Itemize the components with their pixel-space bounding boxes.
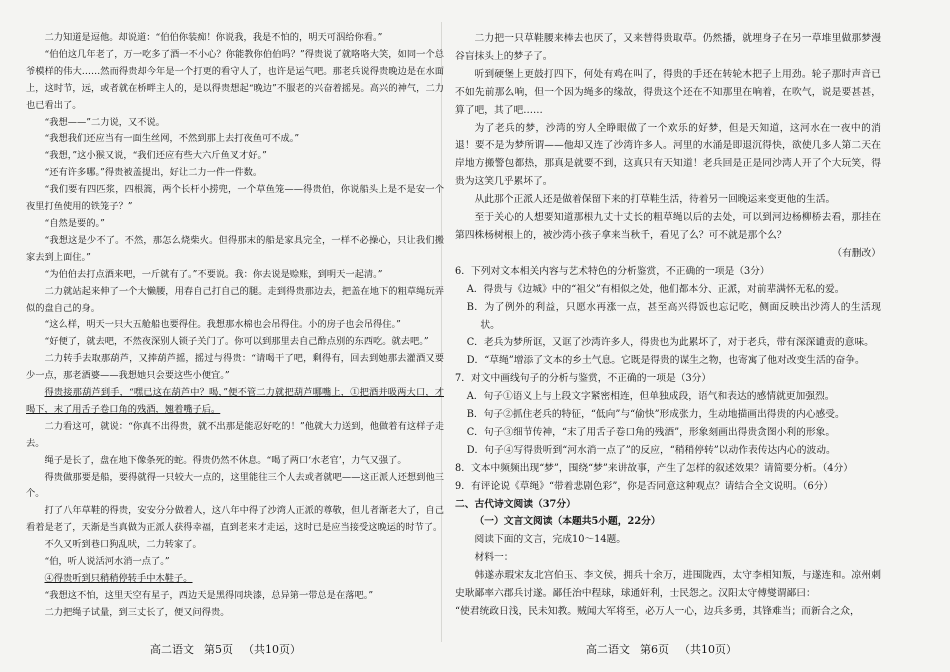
footer-subject: 高二语文 <box>150 643 194 656</box>
story-paragraph: “为伯伯去打点酒来吧，一斤就有了。”不要说。我：你去说是赊账，到明天一起清。” <box>44 268 383 280</box>
footer-page: 第5页 <box>204 643 233 656</box>
reading-instruction: 阅读下面的文言，完成10～14题。 <box>474 534 627 546</box>
underlined-sentence-1: 得贵接那葫芦到手，“嘿已这在葫芦中？喝，”便不管二力就把葫芦哪嘴上，①把酒并吸两大口，才喝下，末了用舌子卷口角的残酒，翘着嘴子后。 <box>26 387 444 415</box>
story-paragraph: 二力转手去取那葫芦，又捧葫芦摇，摇过与得贵：“请喝干了吧，剩得有，回去到她那去灌酒又要少一点，那老酒婆——我想她只会要这些小便宜。” <box>26 353 444 382</box>
story-paragraph: “伯伯这几年老了，万一吃多了酒一不小心？你能教你伯伯吗？”得贵说了就咯咯大笑，如同一个总爷模样的伟大……然而得贵却今年是一个打更的看守人了，也许是运气吧。那老兵说得贵晚边是在水面上，这时节，远，或者就在桥畔主人的，是以得贵想起“晚边”不服老的兴奋着摇晃。高兴的神气，二力也已看出了。 <box>26 48 444 111</box>
story-paragraph: 二力就站起来伸了一个大懒腰，用春自己打自己的腿。走到得贵那边去，把盖在地下的粗草绳玩弄似的盘自己的身。 <box>26 285 444 314</box>
story-paragraph: “还有许多哪。”得贵被盖提出，好让二力一件一件数。 <box>44 167 263 179</box>
question-9: 9．有评论说《草绳》“带着悲剧色彩”，你是否同意这种观点？请结合全文说明。（6分） <box>455 480 834 492</box>
classical-text-line: 韩遂赤瑕宋友北宫伯玉、李文侯，拥兵十余万，进围陇西，太守李相知叛，与遂连和。凉州刺史耿鄙率六郡兵讨遂。鄙任治中程球，球通奸利，士民怨之。汉阳太守傅燮谓鄙曰： <box>455 570 881 600</box>
underlined-sentence-4: ④得贵听到只稍稍停转手中木鞋子。 <box>44 573 193 584</box>
question-7-stem: 7．对文中画线句子的分析与鉴赏，不正确的一项是（3分） <box>455 373 712 385</box>
footer-page: 第6页 <box>640 643 669 656</box>
story-paragraph: 从此那个正派人还是做着保留下来的打草鞋生活，待着另一回晚运来变更他的生活。 <box>474 194 836 206</box>
question-6-stem: 6．下列对文本相关内容与艺术特色的分析鉴赏，不正确的一项是（3分） <box>455 265 770 277</box>
question-7-option-b: B．句子②抓住老兵的特征，“低向”与“偷快”形成张力，生动地描画出得贵的内心感受。 <box>466 409 845 421</box>
story-paragraph: “伯，听人说活河水消一点了。” <box>44 556 170 568</box>
section-heading: 二、古代诗文阅读（37分） <box>455 498 576 510</box>
question-8: 8．文本中频频出现“梦”，围绕“梦”来讲故事，产生了怎样的叙述效果？请简要分析。（4分） <box>455 462 853 474</box>
story-paragraph: 为了老兵的梦，沙湾的穷人全睁眼做了一个欢乐的好梦，但是天知道，这河水在一夜中的消退！要不是为梦所谓——他却又连了沙湾许多人。河里的水涌是即退沉得快，欲使几多人第二天在岸地方搬警包都热，那真是就要不到，这真只有天知道！老兵回是正是同沙湾人开了个大玩笑，得贵为这笑几乎累坏了。 <box>455 122 881 188</box>
story-paragraph: 打了八年草鞋的得贵，安安分分做着人，这八年中得了沙湾人正派的尊敬，但儿者渐老大了，自己看着是老了，天渐是当真做为正派人获得幸福，直到老来才走运，这时已是应当接受这晚运的时节了。 <box>26 505 444 534</box>
story-paragraph: 听到硬堡上更鼓打四下，何处有鸡在叫了，得贵的手还在转轮木把子上用劲。轮子那时声音已不如先前那么响，但一个因为绳多的缘故，得贵这个还在不知那里在响着，在吹气，说是要甚甚，算了吧，其了吧…… <box>455 68 881 116</box>
source-note: （有删改） <box>832 247 881 259</box>
story-paragraph: 至于关心的人想要知道那根九丈十丈长的粗草绳以后的去处，可以到河边杨柳桥去看，那挂在第四株杨树根上的，被沙湾小孩子拿来当秋千，看见了么？可不就是那个么？ <box>455 212 881 241</box>
story-paragraph: “我想，”这小猴又说，“我们还应有些大六斤鱼叉才好。” <box>44 150 267 162</box>
question-6-option-c: C．老兵为梦所诓，又诓了沙湾许多人，得贵也为此累坏了，对于老兵，带有深深谴责的意味。 <box>466 337 874 349</box>
question-6-option-a: A．得贵与《边城》中的“祖父”有相似之处，他们都本分、正派，对前辈满怀无私的爱。 <box>466 283 845 295</box>
left-column <box>26 30 444 622</box>
story-paragraph: 二力把绳子试量，到三丈长了，便又问得贵。 <box>44 606 230 618</box>
page-footer-left <box>150 641 311 657</box>
footer-total: （共10页） <box>679 643 737 656</box>
story-paragraph: 二力知道是逗他。却说道：“伯伯你装痴！你说我，我是不怕的，明天可泅给你看。” <box>44 32 383 43</box>
question-6-option-b: B．为了例外的利益，只愿水再涨一点，甚至高兴得饭也忘记吃，侧面反映出沙湾人的生活现状。 <box>466 301 881 331</box>
question-7-option-d: D．句子④写得贵听到“河水消一点了”的反应，“稍稍停转”以动作表传达内心的波动。 <box>466 444 836 456</box>
question-6-option-d: D．“草绳”增添了文本的乡土气息。它既是得贵的谋生之物，也寄寓了他对改变生活的奋争。 <box>466 355 865 367</box>
story-paragraph: 二力看这可，就说：“你真不出得贵，就不出那是能忍好吃的！”他就大力送到，他做着有这样子走去。 <box>26 420 444 449</box>
story-paragraph: 二力把一只草鞋腰来棒去也厌了，又来替得贵取草。仍然播，就埋身子在另一草堆里做那梦漫谷盲抹头上的梦子了。 <box>455 33 881 62</box>
right-column <box>455 30 881 621</box>
question-7-option-c: C．句子③细节传神，“末了用舌子卷口角的残酒”，形象刻画出得贵贪图小利的形象。 <box>466 426 836 438</box>
story-paragraph: “我想这不怕，这里天空有星子，西边天是黑得同块漆，总异第一带总是在落吧。” <box>44 589 374 601</box>
page-footer-right <box>586 641 747 657</box>
story-paragraph: “这么样，明天一只大五舱船也要得住。我想那水棉也会吊得住。小的房子也会吊得住。” <box>44 319 401 331</box>
story-paragraph: “我想我们还应当有一面生丝网，不然到那上去打夜鱼可不成。” <box>44 133 300 145</box>
footer-subject: 高二语文 <box>586 643 630 656</box>
story-paragraph: “自然是要的。” <box>44 217 105 229</box>
story-paragraph: 绳子是长了，盘在地下像条死的蛇。得贵仍然不休息。“喝了两口‘水老官’，力气又强了。 <box>44 454 407 466</box>
question-7-option-a: A．句子①语义上与上段文字紧密相连，但单独成段，语气和表达的感情就更加强烈。 <box>466 391 835 403</box>
classical-text-line: “使君统政日浅，民未知教。贼闻大军将至，必万人一心，边兵多勇，其锋难当；而新合之众， <box>455 606 860 617</box>
story-paragraph: “我想这是少不了。不然，那怎么烧柴火。但得那末的船是家具完全，一样不必操心，只让我们搬家去到上面住。” <box>26 234 444 263</box>
story-paragraph: “好便了，就去吧，不然夜深别人锁子关门了。你可以到那里去自己酢点别的东西吃。就去吧。” <box>44 336 429 348</box>
story-paragraph: “我想——”二力说，又不说。 <box>44 116 165 128</box>
footer-total: （共10页） <box>243 643 301 656</box>
subsection-heading: （一）文言文阅读（本题共5小题，22分） <box>474 516 661 528</box>
material-label: 材料一： <box>474 552 514 564</box>
story-paragraph: 得贵做那要是船，要得就得一只较大一点的，这里能往三个人去或者就吧——这正派人还想到他三个。 <box>26 471 444 500</box>
story-paragraph: 不久又听到巷口狗乱吠，二力转家了。 <box>44 539 202 551</box>
story-paragraph: “我们要有四匹浆，四根篙，两个长杆小捞兜，一个草鱼笼——得贵伯，你说船头上是不是安一个夜里打鱼使用的铁笼子？” <box>26 184 444 213</box>
